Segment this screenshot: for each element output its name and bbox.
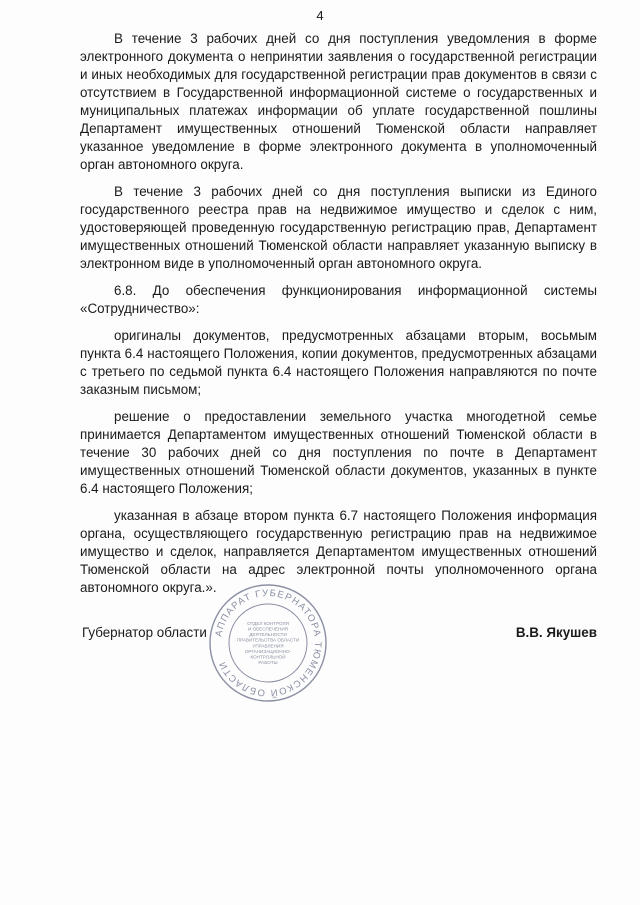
signature-block xyxy=(80,625,597,647)
stamp-center-line: ОРГАНИЗАЦИОННО- xyxy=(244,648,292,654)
page-number: 4 xyxy=(316,8,324,23)
stamp-center-line: УПРАВЛЕНИЯ xyxy=(252,643,284,649)
stamp-ring-text: АППАРАТ ГУБЕРНАТОРА ТЮМЕНСКОЙ ОБЛАСТИ xyxy=(213,587,324,699)
stamp-center-line: И ОБЕСПЕЧЕНИЯ xyxy=(248,626,288,632)
stamp-center-line: ПРАВИТЕЛЬСТВА ОБЛАСТИ xyxy=(236,637,300,643)
paragraph-information: указанная в абзаце втором пункта 6.7 настоящего Положения информация органа, осуществляющего государственную регистрацию прав на недвижимое имущество и сделок, направляется Департаментом имущественных отношений Тюменской области на адрес электронной почты уполномоченного органа автономного округа.». xyxy=(80,508,597,595)
paragraph-registry-extract: В течение 3 рабочих дней со дня поступления выписки из Единого государственного реестра прав на недвижимое имущество и сделок с ним, удостоверяющей проведенную государственную регистрацию прав, Департамент имущественных отношений Тюменской области направляет указанную выписку в электронном виде в уполномоченный орган автономного округа. xyxy=(80,184,597,271)
stamp-center-line: КОНТРОЛЬНОЙ xyxy=(250,654,286,660)
signatory-title: Губернатор области xyxy=(82,625,207,640)
stamp-center-line: ДЕЯТЕЛЬНОСТИ xyxy=(249,632,287,638)
paragraph-section-6-8: 6.8. До обеспечения функционирования информационной системы «Сотрудничество»: xyxy=(80,283,597,316)
stamp-center-line: РАБОТЫ xyxy=(258,660,278,666)
paragraph-notification: В течение 3 рабочих дней со дня поступления уведомления в форме электронного документа о непринятии заявления о государственной регистрации и иных необходимых для государственной регистрации прав документов в связи с отсутствием в Государственной информационной системе о государственных и муниципальных платежах информации об уплате государственной пошлины Департамент имущественных отношений Тюменской области направляет указанное уведомление в форме электронного документа в уполномоченный орган автономного округа. xyxy=(80,31,597,172)
stamp-center-text xyxy=(237,621,299,665)
official-stamp xyxy=(207,582,329,704)
paragraph-originals: оригиналы документов, предусмотренных абзацами вторым, восьмым пункта 6.4 настоящего Положения, копии документов, предусмотренных абзацами с третьего по седьмой пункта 6.4 настоящего Положения направляются по почте заказным письмом; xyxy=(80,328,597,397)
document-body xyxy=(80,30,597,606)
signatory-name: В.В. Якушев xyxy=(515,625,597,640)
paragraph-decision: решение о предоставлении земельного участка многодетной семье принимается Департаментом имущественных отношений Тюменской области в течение 30 рабочих дней со дня поступления по почте в Департамент имущественных отношений Тюменской области документов, указанных в пункте 6.4 настоящего Положения; xyxy=(80,409,597,496)
stamp-center-line: ОТДЕЛ КОНТРОЛЯ xyxy=(247,620,289,626)
